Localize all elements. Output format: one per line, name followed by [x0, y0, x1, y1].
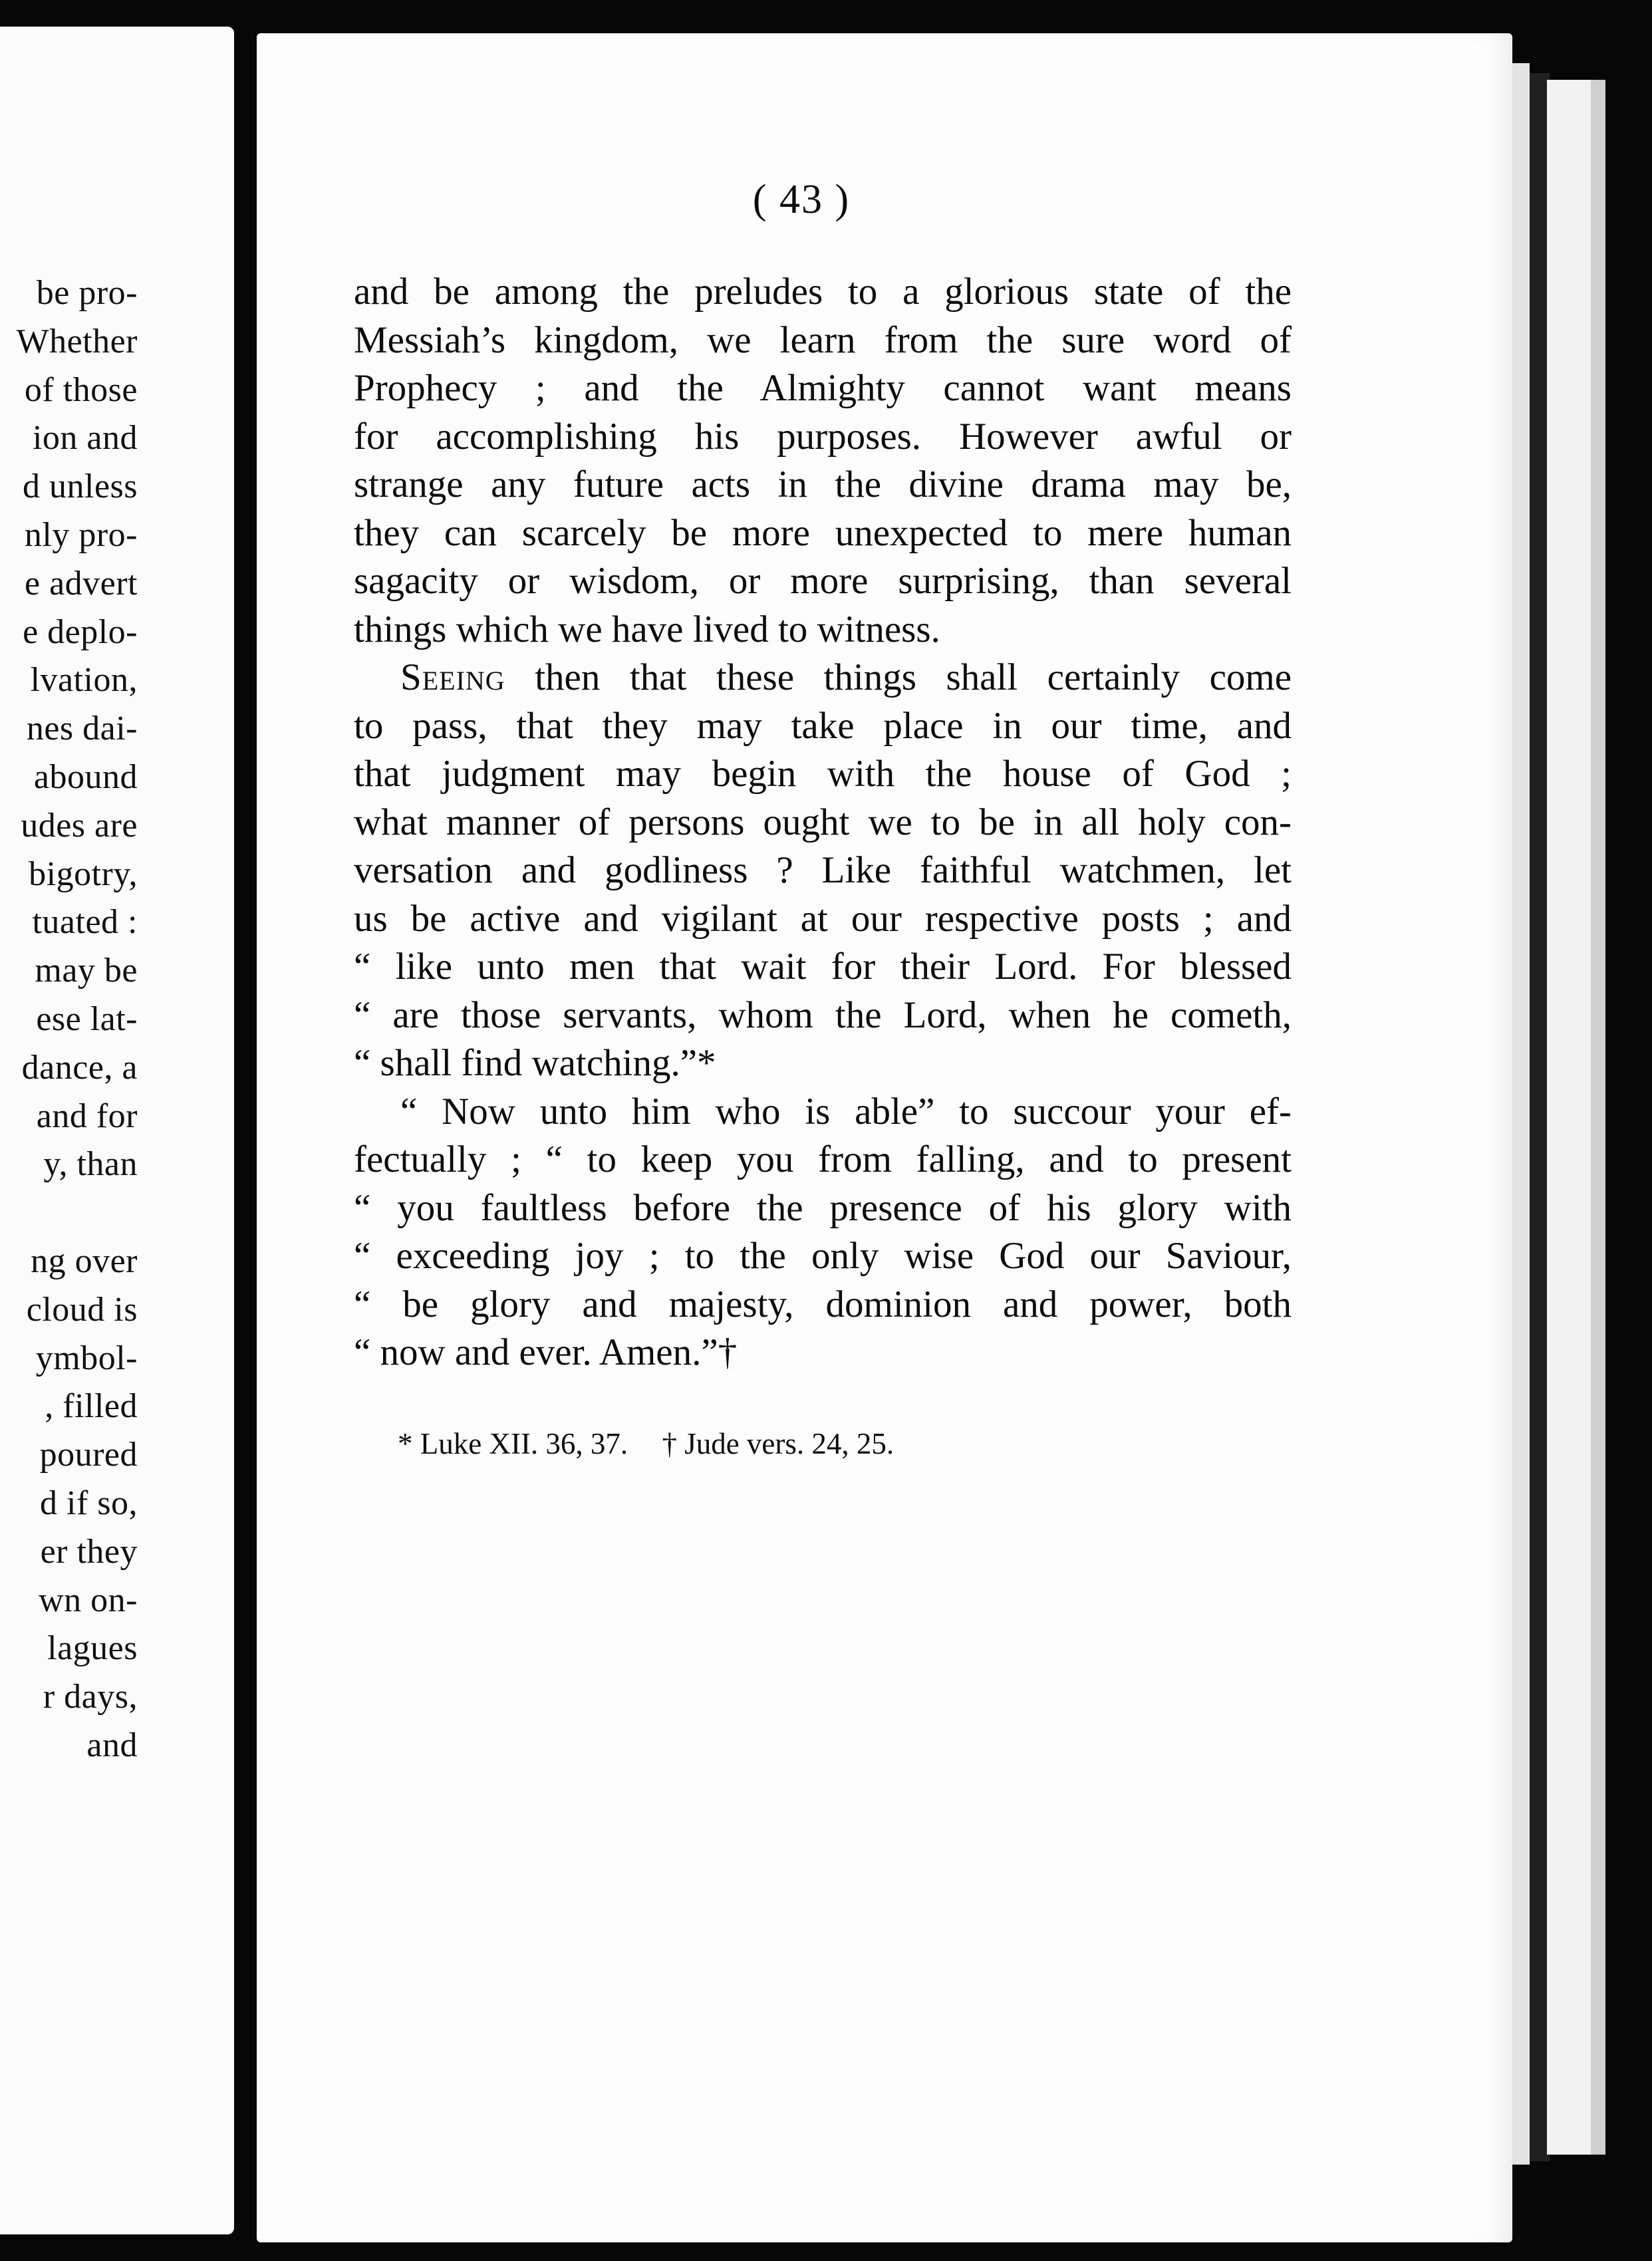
text-line: what manner of persons ought we to be in all holy con-	[354, 801, 1292, 843]
left-line: wn on-	[39, 1581, 138, 1619]
text-line: “ you faultless before the presence of his glory with	[354, 1186, 1292, 1229]
text-line: “ shall find watching.”*	[354, 1042, 716, 1084]
left-line: may be	[35, 952, 138, 990]
left-page-text	[0, 269, 138, 1770]
left-line: d unless	[23, 467, 138, 506]
left-line: r days,	[43, 1678, 138, 1716]
left-facing-page	[0, 27, 234, 2234]
text-line: strange any future acts in the divine drama may be,	[354, 464, 1292, 505]
left-line: y, than	[43, 1145, 138, 1184]
footnote-luke: * Luke XII. 36, 37.	[398, 1427, 628, 1460]
left-line: Whether	[16, 322, 138, 360]
text-line-rest: then that these things shall certainly come	[535, 656, 1292, 698]
text-line: versation and godliness ? Like faithful watchmen, let	[354, 849, 1292, 891]
text-line: “ like unto men that wait for their Lord. For blessed	[354, 946, 1292, 988]
left-line: cloud is	[26, 1290, 138, 1329]
left-line: of those	[24, 370, 138, 409]
left-line: d if so,	[40, 1484, 138, 1522]
text-line: us be active and vigilant at our respective posts ; and	[354, 897, 1292, 940]
left-line: nes dai-	[26, 710, 138, 748]
left-line: dance, a	[21, 1048, 138, 1087]
small-caps-lead: Seeing	[400, 656, 505, 698]
page-edge	[1591, 80, 1605, 2155]
left-line: ion and	[32, 419, 138, 458]
left-line: , filled	[45, 1387, 138, 1426]
text-line: sagacity or wisdom, or more surprising, than several	[354, 560, 1292, 602]
left-line	[0, 1189, 138, 1238]
page-edge	[1512, 63, 1530, 2165]
text-line: to pass, that they may take place in our time, and	[354, 704, 1292, 747]
text-line: fectually ; “ to keep you from falling, and to present	[354, 1138, 1292, 1180]
left-line: ng over	[31, 1242, 138, 1280]
left-line: ese lat-	[36, 999, 138, 1038]
left-line: and for	[36, 1097, 138, 1135]
page-number-header: ( 43 )	[752, 177, 851, 222]
left-line: bigotry,	[29, 855, 138, 893]
text-line: “ Now unto him who is able” to succour your ef-	[400, 1090, 1292, 1132]
text-line: Prophecy ; and the Almighty cannot want means	[354, 367, 1292, 409]
left-line: ymbol-	[35, 1339, 138, 1377]
text-line: Messiah’s kingdom, we learn from the sure word of	[354, 319, 1292, 361]
footnotes	[398, 1426, 996, 1461]
left-line: lvation,	[30, 661, 138, 700]
left-line: and	[86, 1726, 138, 1764]
left-line: tuated :	[32, 903, 138, 942]
text-line: “ exceeding joy ; to the only wise God our Saviour,	[354, 1235, 1292, 1277]
text-line: and be among the preludes to a glorious state of the	[354, 271, 1292, 313]
left-line: be pro-	[36, 274, 138, 312]
text-line: “ be glory and majesty, dominion and power, both	[354, 1283, 1292, 1325]
left-line: poured	[39, 1436, 138, 1474]
left-line: e deplo-	[23, 612, 138, 651]
left-line: e advert	[24, 564, 138, 602]
text-line: for accomplishing his purposes. However awful or	[354, 415, 1292, 458]
body-text	[354, 268, 1292, 1377]
left-line: nly pro-	[24, 515, 138, 554]
left-line: udes are	[21, 806, 138, 845]
text-line: that judgment may begin with the house of God ;	[354, 753, 1292, 795]
left-line: er they	[40, 1532, 138, 1571]
footnote-jude: † Jude vers. 24, 25.	[662, 1427, 895, 1460]
text-line: they can scarcely be more unexpected to mere human	[354, 511, 1292, 554]
left-line: abound	[33, 757, 138, 796]
page-edge	[1547, 80, 1591, 2155]
text-line: things which we have lived to witness.	[354, 608, 940, 650]
left-line: lagues	[47, 1629, 138, 1668]
text-line: “ now and ever. Amen.”†	[354, 1331, 738, 1373]
text-line	[354, 654, 1292, 702]
text-line: “ are those servants, whom the Lord, when he cometh,	[354, 994, 1292, 1036]
